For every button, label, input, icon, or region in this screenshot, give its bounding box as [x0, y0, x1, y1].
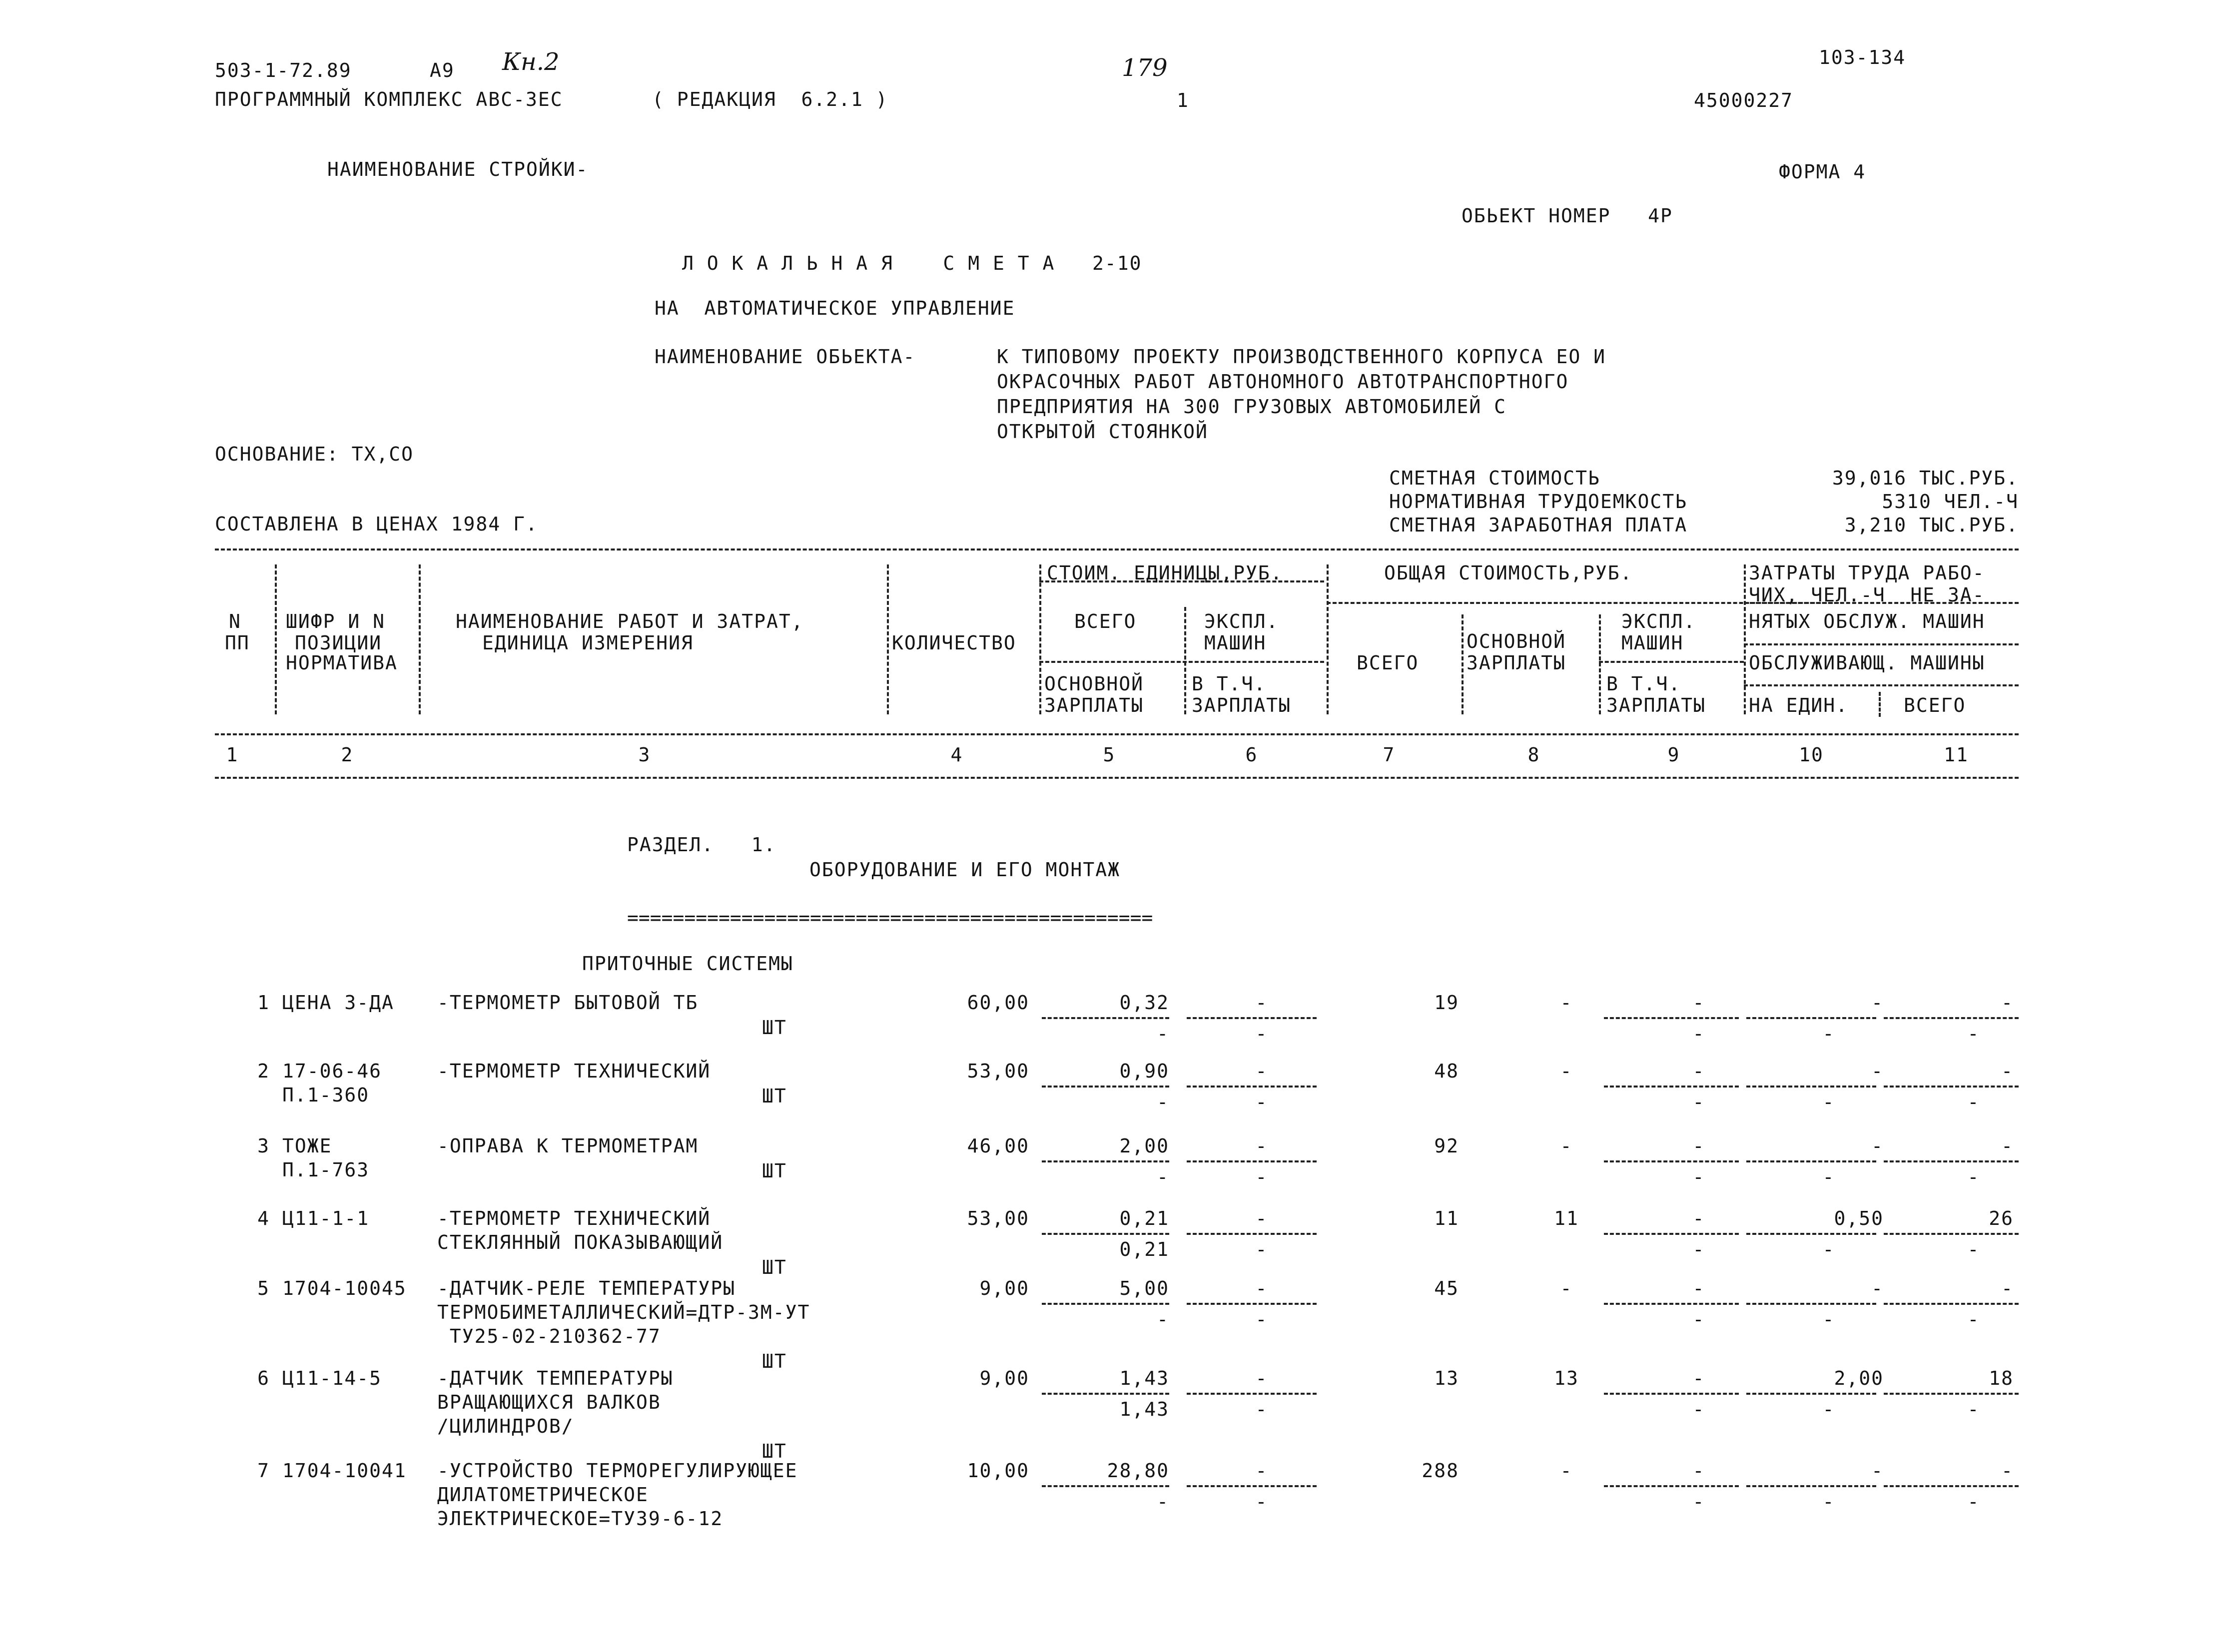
- header-inner-rule: [1599, 661, 1744, 663]
- row-labor-unit: 0,50: [1834, 1207, 1884, 1229]
- row-quantity: 9,00: [979, 1277, 1029, 1299]
- col-number: 8: [1527, 744, 1540, 766]
- row-total-machines: -: [1692, 1367, 1705, 1389]
- total-value: 39,016 ТЫС.РУБ.: [1832, 467, 2019, 489]
- cell-divider-rule: [1884, 1393, 2019, 1395]
- col-total-wage-header: ОСНОВНОЙ: [1467, 630, 1566, 652]
- object-description-line: ОТКРЫТОЙ СТОЯНКОЙ: [997, 421, 1208, 443]
- col-number: 6: [1245, 744, 1258, 766]
- row-code: Ц11-14-5: [282, 1367, 382, 1389]
- row-unit-price-wage: 0,21: [1119, 1238, 1169, 1260]
- row-labor-unit-sub: -: [1822, 1238, 1835, 1260]
- cell-divider-rule: [1604, 1233, 1739, 1235]
- row-unit: ШТ: [762, 1085, 787, 1107]
- row-unit: ШТ: [762, 1440, 787, 1462]
- row-total-machines-wage: -: [1692, 1091, 1705, 1113]
- row-total-machines: -: [1692, 1135, 1705, 1157]
- row-labor-total-sub: -: [1967, 1023, 1980, 1045]
- col-number: 4: [950, 744, 963, 766]
- row-total-machines-wage: -: [1692, 1023, 1705, 1045]
- col-unit-incl-header: В Т.Ч.: [1192, 673, 1267, 695]
- row-name: -ДАТЧИК ТЕМПЕРАТУРЫ: [437, 1367, 674, 1389]
- row-unit-price-wage: -: [1157, 1166, 1169, 1188]
- row-labor-total: -: [2001, 1460, 2014, 1482]
- row-quantity: 53,00: [967, 1207, 1029, 1229]
- row-quantity: 10,00: [967, 1460, 1029, 1482]
- cell-divider-rule: [1604, 1086, 1739, 1088]
- row-labor-unit: -: [1871, 1060, 1884, 1082]
- object-number: ОБЬЕКТ НОМЕР 4Р: [1462, 205, 1673, 227]
- col-number: 1: [226, 744, 239, 766]
- software-name: ПРОГРАММНЫЙ КОМПЛЕКС АВС-3ЕС: [215, 88, 563, 110]
- header-col-separator: [1599, 614, 1601, 714]
- construction-label: НАИМЕНОВАНИЕ СТРОЙКИ-: [327, 158, 589, 180]
- object-description-line: ПРЕДПРИЯТИЯ НА 300 ГРУЗОВЫХ АВТОМОБИЛЕЙ С: [997, 396, 1506, 418]
- row-total-wage: -: [1560, 1460, 1573, 1482]
- cell-divider-rule: [1042, 1233, 1169, 1235]
- row-name: -ТЕРМОМЕТР ТЕХНИЧЕСКИЙ: [437, 1207, 711, 1229]
- row-total-machines-wage: -: [1692, 1238, 1705, 1260]
- row-code: 1704-10045: [282, 1277, 407, 1299]
- estimate-title: Л О К А Л Ь Н А Я С М Е Т А 2-10: [682, 252, 1142, 274]
- col-labor-sub-header: ОБСЛУЖИВАЮЩ. МАШИНЫ: [1749, 652, 1985, 674]
- doc-code: 503-1-72.89: [215, 59, 352, 81]
- col-unit-total-header: ВСЕГО: [1074, 610, 1137, 632]
- row-unit-price-wage: 1,43: [1119, 1398, 1169, 1420]
- album-code: А9: [430, 59, 455, 81]
- row-labor-unit: -: [1871, 1135, 1884, 1157]
- basis-line: ОСНОВАНИЕ: ТХ,СО: [215, 443, 414, 465]
- col-name-header: НАИМЕНОВАНИЕ РАБОТ И ЗАТРАТ,: [456, 610, 804, 632]
- section-rule: ==============================================: [627, 907, 1153, 929]
- col-total-mach-header: МАШИН: [1621, 632, 1684, 654]
- row-total-wage: -: [1560, 992, 1573, 1014]
- subsection-title: ПРИТОЧНЫЕ СИСТЕМЫ: [582, 953, 793, 975]
- row-unit: ШТ: [762, 1160, 787, 1182]
- cell-divider-rule: [1884, 1485, 2019, 1487]
- row-labor-total-sub: -: [1967, 1166, 1980, 1188]
- row-total-machines-wage: -: [1692, 1398, 1705, 1420]
- header-col-separator: [1879, 692, 1881, 717]
- row-total: 48: [1434, 1060, 1459, 1082]
- cell-divider-rule: [1746, 1233, 1876, 1235]
- row-unit-price: 2,00: [1119, 1135, 1169, 1157]
- header-inner-rule: [1744, 684, 2019, 686]
- row-labor-total: 18: [1989, 1367, 2014, 1389]
- row-total: 19: [1434, 992, 1459, 1014]
- sheet-code: 103-134: [1819, 46, 1906, 68]
- row-unit: ШТ: [762, 1256, 787, 1278]
- col-number: 7: [1383, 744, 1396, 766]
- col-name-header: ЕДИНИЦА ИЗМЕРЕНИЯ: [482, 632, 694, 654]
- row-code: П.1-360: [282, 1084, 370, 1106]
- row-unit-price-wage: -: [1157, 1091, 1169, 1113]
- row-code: 17-06-46: [282, 1060, 382, 1082]
- cell-divider-rule: [1187, 1160, 1317, 1162]
- row-total-machines-wage: -: [1692, 1308, 1705, 1330]
- row-labor-unit-sub: -: [1822, 1398, 1835, 1420]
- total-label: НОРМАТИВНАЯ ТРУДОЕМКОСТЬ: [1389, 491, 1688, 513]
- row-total-machines: -: [1692, 992, 1705, 1014]
- prices-year-line: СОСТАВЛЕНА В ЦЕНАХ 1984 Г.: [215, 513, 538, 535]
- total-value: 5310 ЧЕЛ.-Ч: [1882, 491, 2019, 513]
- row-labor-unit-sub: -: [1822, 1491, 1835, 1513]
- col-unit-incl-header: ЗАРПЛАТЫ: [1192, 694, 1292, 716]
- row-unit-price: 1,43: [1119, 1367, 1169, 1389]
- row-name: -ТЕРМОМЕТР ТЕХНИЧЕСКИЙ: [437, 1060, 711, 1082]
- row-labor-total: 26: [1989, 1207, 2014, 1229]
- header-col-separator: [1462, 614, 1464, 714]
- row-name: ЭЛЕКТРИЧЕСКОЕ=ТУ39-6-12: [437, 1508, 724, 1530]
- cell-divider-rule: [1884, 1233, 2019, 1235]
- row-name: -УСТРОЙСТВО ТЕРМОРЕГУЛИРУЮЩЕЕ: [437, 1460, 798, 1482]
- header-col-separator: [1039, 564, 1041, 714]
- row-code: 1704-10041: [282, 1460, 407, 1482]
- section-label: РАЗДЕЛ. 1.: [627, 834, 776, 856]
- col-unit-cost-header: СТОИМ. ЕДИНИЦЫ,РУБ.: [1047, 562, 1283, 584]
- row-labor-total: -: [2001, 1135, 2014, 1157]
- row-quantity: 9,00: [979, 1367, 1029, 1389]
- row-total-machines: -: [1692, 1460, 1705, 1482]
- row-name: ВРАЩАЮЩИХСЯ ВАЛКОВ: [437, 1391, 661, 1413]
- header-col-separator: [275, 564, 277, 714]
- row-unit-machines-wage: -: [1255, 1023, 1268, 1045]
- row-labor-unit-sub: -: [1822, 1166, 1835, 1188]
- col-unit-mach-header: ЭКСПЛ.: [1204, 610, 1279, 632]
- cell-divider-rule: [1746, 1017, 1876, 1019]
- row-unit-machines-wage: -: [1255, 1398, 1268, 1420]
- cell-divider-rule: [1604, 1393, 1739, 1395]
- row-name: ДИЛАТОМЕТРИЧЕСКОЕ: [437, 1484, 649, 1506]
- row-unit: ШТ: [762, 1350, 787, 1372]
- row-total-wage: -: [1560, 1135, 1573, 1157]
- header-col-separator: [1184, 607, 1186, 714]
- row-labor-total: -: [2001, 1060, 2014, 1082]
- cell-divider-rule: [1884, 1160, 2019, 1162]
- row-labor-unit-sub: -: [1822, 1308, 1835, 1330]
- row-total-machines: -: [1692, 1277, 1705, 1299]
- cell-divider-rule: [1604, 1485, 1739, 1487]
- row-total-machines: -: [1692, 1207, 1705, 1229]
- object-description-line: К ТИПОВОМУ ПРОЕКТУ ПРОИЗВОДСТВЕННОГО КОРПУСА ЕО И: [997, 346, 1606, 368]
- cell-divider-rule: [1604, 1160, 1739, 1162]
- row-unit-machines: -: [1255, 992, 1268, 1014]
- row-labor-total-sub: -: [1967, 1091, 1980, 1113]
- page-number-handwritten: 179: [1122, 54, 1168, 82]
- row-number: 3: [257, 1135, 270, 1157]
- row-unit-machines-wage: -: [1255, 1091, 1268, 1113]
- col-total-incl-header: ЗАРПЛАТЫ: [1606, 694, 1706, 716]
- row-name: -ДАТЧИК-РЕЛЕ ТЕМПЕРАТУРЫ: [437, 1277, 736, 1299]
- row-unit-machines-wage: -: [1255, 1491, 1268, 1513]
- cell-divider-rule: [1042, 1303, 1169, 1305]
- row-unit-price-wage: -: [1157, 1308, 1169, 1330]
- row-labor-unit-sub: -: [1822, 1091, 1835, 1113]
- row-code: ЦЕНА 3-ДА: [282, 992, 394, 1014]
- col-number: 9: [1667, 744, 1680, 766]
- total-value: 3,210 ТЫС.РУБ.: [1844, 514, 2019, 536]
- col-n-header: ПП: [225, 632, 250, 654]
- row-name: -ОПРАВА К ТЕРМОМЕТРАМ: [437, 1135, 699, 1157]
- row-labor-unit: -: [1871, 992, 1884, 1014]
- row-unit: ШТ: [762, 1017, 787, 1039]
- row-code: П.1-763: [282, 1159, 370, 1181]
- object-description-line: ОКРАСОЧНЫХ РАБОТ АВТОНОМНОГО АВТОТРАНСПОРТНОГО: [997, 371, 1569, 393]
- cell-divider-rule: [1604, 1303, 1739, 1305]
- col-number: 3: [638, 744, 651, 766]
- row-unit-price-wage: -: [1157, 1491, 1169, 1513]
- header-inner-rule: [1744, 643, 2019, 645]
- row-unit-price-wage: -: [1157, 1023, 1169, 1045]
- row-total: 92: [1434, 1135, 1459, 1157]
- col-total-mach-header: ЭКСПЛ.: [1621, 610, 1696, 632]
- cell-divider-rule: [1187, 1017, 1317, 1019]
- col-labor-header: ЗАТРАТЫ ТРУДА РАБО-: [1749, 562, 1985, 584]
- cell-divider-rule: [1042, 1393, 1169, 1395]
- cell-divider-rule: [1042, 1485, 1169, 1487]
- header-col-separator: [1744, 564, 1746, 714]
- total-label: СМЕТНАЯ СТОИМОСТЬ: [1389, 467, 1600, 489]
- object-label: НАИМЕНОВАНИЕ ОБЬЕКТА-: [655, 346, 916, 368]
- col-total-wage-header: ЗАРПЛАТЫ: [1467, 652, 1566, 674]
- row-labor-total-sub: -: [1967, 1398, 1980, 1420]
- cell-divider-rule: [1042, 1086, 1169, 1088]
- row-labor-unit-sub: -: [1822, 1023, 1835, 1045]
- row-total-machines: -: [1692, 1060, 1705, 1082]
- row-unit-price: 5,00: [1119, 1277, 1169, 1299]
- col-number: 11: [1944, 744, 1969, 766]
- col-qty-header: КОЛИЧЕСТВО: [892, 632, 1016, 654]
- row-quantity: 60,00: [967, 992, 1029, 1014]
- cell-divider-rule: [1884, 1303, 2019, 1305]
- row-unit-price: 28,80: [1107, 1460, 1169, 1482]
- cell-divider-rule: [1884, 1086, 2019, 1088]
- row-labor-total-sub: -: [1967, 1491, 1980, 1513]
- row-unit-price: 0,90: [1119, 1060, 1169, 1082]
- row-total: 11: [1434, 1207, 1459, 1229]
- row-unit-machines: -: [1255, 1135, 1268, 1157]
- col-code-header: ШИФР И N: [286, 610, 386, 632]
- col-number: 2: [341, 744, 354, 766]
- row-unit-machines: -: [1255, 1207, 1268, 1229]
- row-labor-total: -: [2001, 992, 2014, 1014]
- col-unit-mach-header: МАШИН: [1204, 632, 1267, 654]
- header-col-separator: [1327, 564, 1329, 714]
- row-quantity: 46,00: [967, 1135, 1029, 1157]
- header-rule-bottom: [215, 777, 2019, 779]
- col-total-all-header: ВСЕГО: [1357, 652, 1419, 674]
- estimate-subject: НА АВТОМАТИЧЕСКОЕ УПРАВЛЕНИЕ: [655, 297, 1015, 319]
- row-total: 288: [1422, 1460, 1459, 1482]
- row-number: 4: [257, 1207, 270, 1229]
- row-total-wage: -: [1560, 1277, 1573, 1299]
- cell-divider-rule: [1746, 1160, 1876, 1162]
- row-code: Ц11-1-1: [282, 1207, 370, 1229]
- row-labor-unit: -: [1871, 1460, 1884, 1482]
- col-labor-unit-header: НА ЕДИН.: [1749, 694, 1849, 716]
- row-name: -ТЕРМОМЕТР БЫТОВОЙ ТБ: [437, 992, 699, 1014]
- row-labor-total-sub: -: [1967, 1238, 1980, 1260]
- cell-divider-rule: [1884, 1017, 2019, 1019]
- book-number-handwritten: Кн.2: [502, 48, 560, 76]
- row-code: ТОЖЕ: [282, 1135, 332, 1157]
- row-number: 5: [257, 1277, 270, 1299]
- row-unit-machines-wage: -: [1255, 1166, 1268, 1188]
- page-number: 1: [1177, 89, 1189, 111]
- cell-divider-rule: [1604, 1017, 1739, 1019]
- row-name: СТЕКЛЯННЫЙ ПОКАЗЫВАЮЩИЙ: [437, 1231, 724, 1253]
- row-total-wage: -: [1560, 1060, 1573, 1082]
- row-total-wage: 13: [1554, 1367, 1579, 1389]
- row-total-machines-wage: -: [1692, 1166, 1705, 1188]
- row-unit-machines: -: [1255, 1277, 1268, 1299]
- form-number: ФОРМА 4: [1779, 161, 1866, 183]
- row-unit-machines: -: [1255, 1460, 1268, 1482]
- cell-divider-rule: [1187, 1393, 1317, 1395]
- row-labor-unit: -: [1871, 1277, 1884, 1299]
- row-labor-unit: 2,00: [1834, 1367, 1884, 1389]
- row-total: 13: [1434, 1367, 1459, 1389]
- row-number: 7: [257, 1460, 270, 1482]
- header-col-separator: [887, 564, 889, 714]
- cell-divider-rule: [1746, 1393, 1876, 1395]
- col-total-cost-header: ОБЩАЯ СТОИМОСТЬ,РУБ.: [1384, 562, 1633, 584]
- row-number: 6: [257, 1367, 270, 1389]
- col-code-header: ПОЗИЦИИ: [295, 632, 382, 654]
- col-labor-header: ЧИХ, ЧЕЛ.-Ч НЕ ЗА-: [1749, 584, 1985, 606]
- software-edition: ( РЕДАКЦИЯ 6.2.1 ): [652, 88, 888, 110]
- col-unit-wage-header: ЗАРПЛАТЫ: [1044, 694, 1144, 716]
- row-number: 1: [257, 992, 270, 1014]
- cell-divider-rule: [1187, 1086, 1317, 1088]
- row-name: /ЦИЛИНДРОВ/: [437, 1415, 574, 1437]
- row-unit-machines: -: [1255, 1367, 1268, 1389]
- row-name: ТУ25-02-210362-77: [437, 1325, 661, 1347]
- row-unit-machines-wage: -: [1255, 1308, 1268, 1330]
- col-total-incl-header: В Т.Ч.: [1606, 673, 1681, 695]
- col-unit-wage-header: ОСНОВНОЙ: [1044, 673, 1144, 695]
- document-id: 45000227: [1694, 89, 1794, 111]
- cell-divider-rule: [1746, 1303, 1876, 1305]
- row-unit-price: 0,32: [1119, 992, 1169, 1014]
- row-unit-price: 0,21: [1119, 1207, 1169, 1229]
- col-labor-header: НЯТЫХ ОБСЛУЖ. МАШИН: [1749, 610, 1985, 632]
- row-unit-machines-wage: -: [1255, 1238, 1268, 1260]
- header-col-separator: [419, 564, 421, 714]
- col-labor-total-header: ВСЕГО: [1904, 694, 1966, 716]
- header-rule-top: [215, 549, 2019, 551]
- cell-divider-rule: [1746, 1086, 1876, 1088]
- col-number: 10: [1799, 744, 1824, 766]
- row-labor-total: -: [2001, 1277, 2014, 1299]
- total-label: СМЕТНАЯ ЗАРАБОТНАЯ ПЛАТА: [1389, 514, 1688, 536]
- cell-divider-rule: [1187, 1485, 1317, 1487]
- section-title: ОБОРУДОВАНИЕ И ЕГО МОНТАЖ: [809, 859, 1120, 881]
- col-number: 5: [1103, 744, 1116, 766]
- row-labor-total-sub: -: [1967, 1308, 1980, 1330]
- col-code-header: НОРМАТИВА: [286, 652, 398, 674]
- row-total-machines-wage: -: [1692, 1491, 1705, 1513]
- cell-divider-rule: [1042, 1160, 1169, 1162]
- cell-divider-rule: [1187, 1233, 1317, 1235]
- header-inner-rule: [1039, 661, 1324, 663]
- cell-divider-rule: [1187, 1303, 1317, 1305]
- cell-divider-rule: [1746, 1485, 1876, 1487]
- cell-divider-rule: [1042, 1017, 1169, 1019]
- row-quantity: 53,00: [967, 1060, 1029, 1082]
- col-n-header: N: [229, 610, 241, 632]
- row-unit-machines: -: [1255, 1060, 1268, 1082]
- row-total-wage: 11: [1554, 1207, 1579, 1229]
- row-number: 2: [257, 1060, 270, 1082]
- row-name: ТЕРМОБИМЕТАЛЛИЧЕСКИЙ=ДТР-3М-УТ: [437, 1301, 810, 1323]
- header-rule-mid: [215, 733, 2019, 735]
- row-total: 45: [1434, 1277, 1459, 1299]
